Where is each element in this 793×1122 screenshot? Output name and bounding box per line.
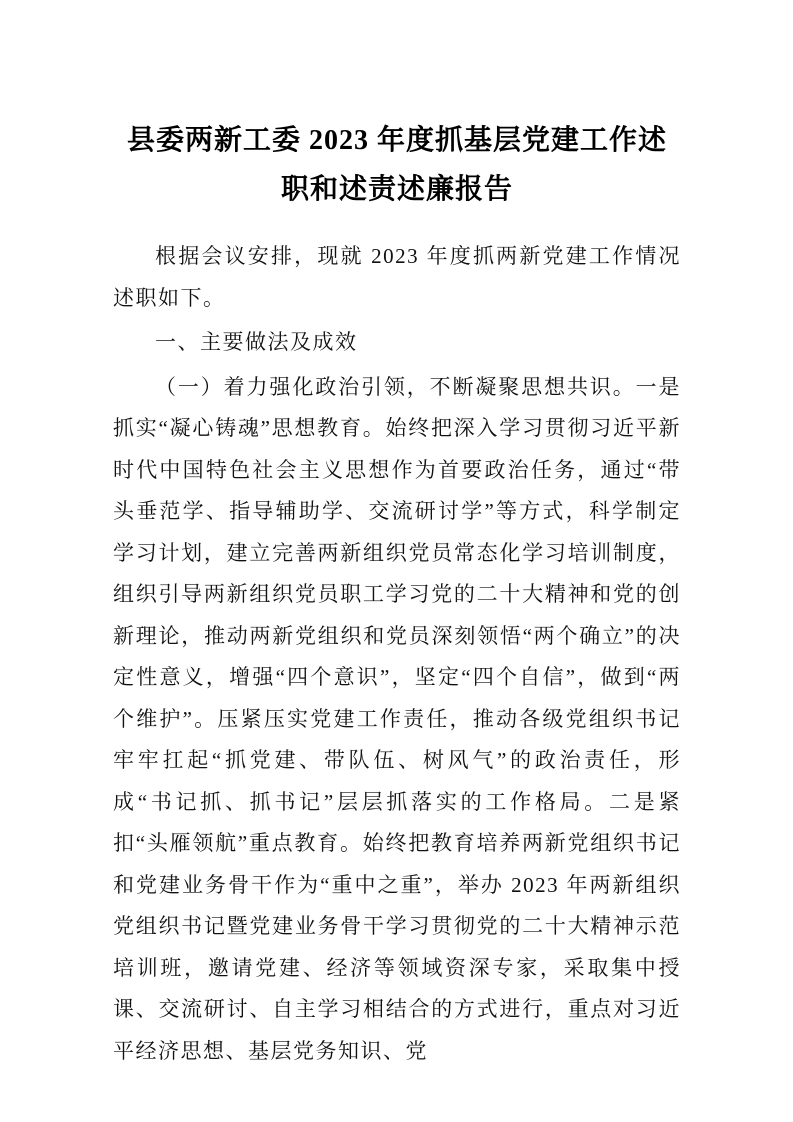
paragraph-section-1-body: （一）着力强化政治引领，不断凝聚思想共识。一是抓实“凝心铸魂”思想教育。始终把深入学习贯彻习近平新时代中国特色社会主义思想作为首要政治任务，通过“带头垂范学、指导辅助学、交流研讨学”等方式，科学制定学习计划，建立完善两新组织党员常态化学习培训制度，组织引导两新组织党员职工学习党的二十大精神和党的创新理论，推动两新党组织和党员深刻领悟“两个确立”的决定性意义，增强“四个意识”，坚定“四个自信”，做到“两个维护”。压紧压实党建工作责任，推动各级党组织书记牢牢扛起“抓党建、带队伍、树风气”的政治责任，形成“书记抓、抓书记”层层抓落实的工作格局。二是紧扣“头雁领航”重点教育。始终把教育培养两新党组织书记和党建业务骨干作为“重中之重”，举办 2023 年两新组织党组织书记暨党建业务骨干学习贯彻党的二十大精神示范培训班，邀请党建、经济等领域资深专家，采取集中授课、交流研讨、自主学习相结合的方式进行，重点对习近平经济思想、基层党务知识、党 <box>113 374 681 1063</box>
paragraph-intro: 根据会议安排，现就 2023 年度抓两新党建工作情况述职如下。 <box>113 244 681 310</box>
section-heading-1: 一、主要做法及成效 <box>155 330 358 354</box>
document-title: 县委两新工委 2023 年度抓基层党建工作述职和述责述廉报告 <box>126 125 667 205</box>
